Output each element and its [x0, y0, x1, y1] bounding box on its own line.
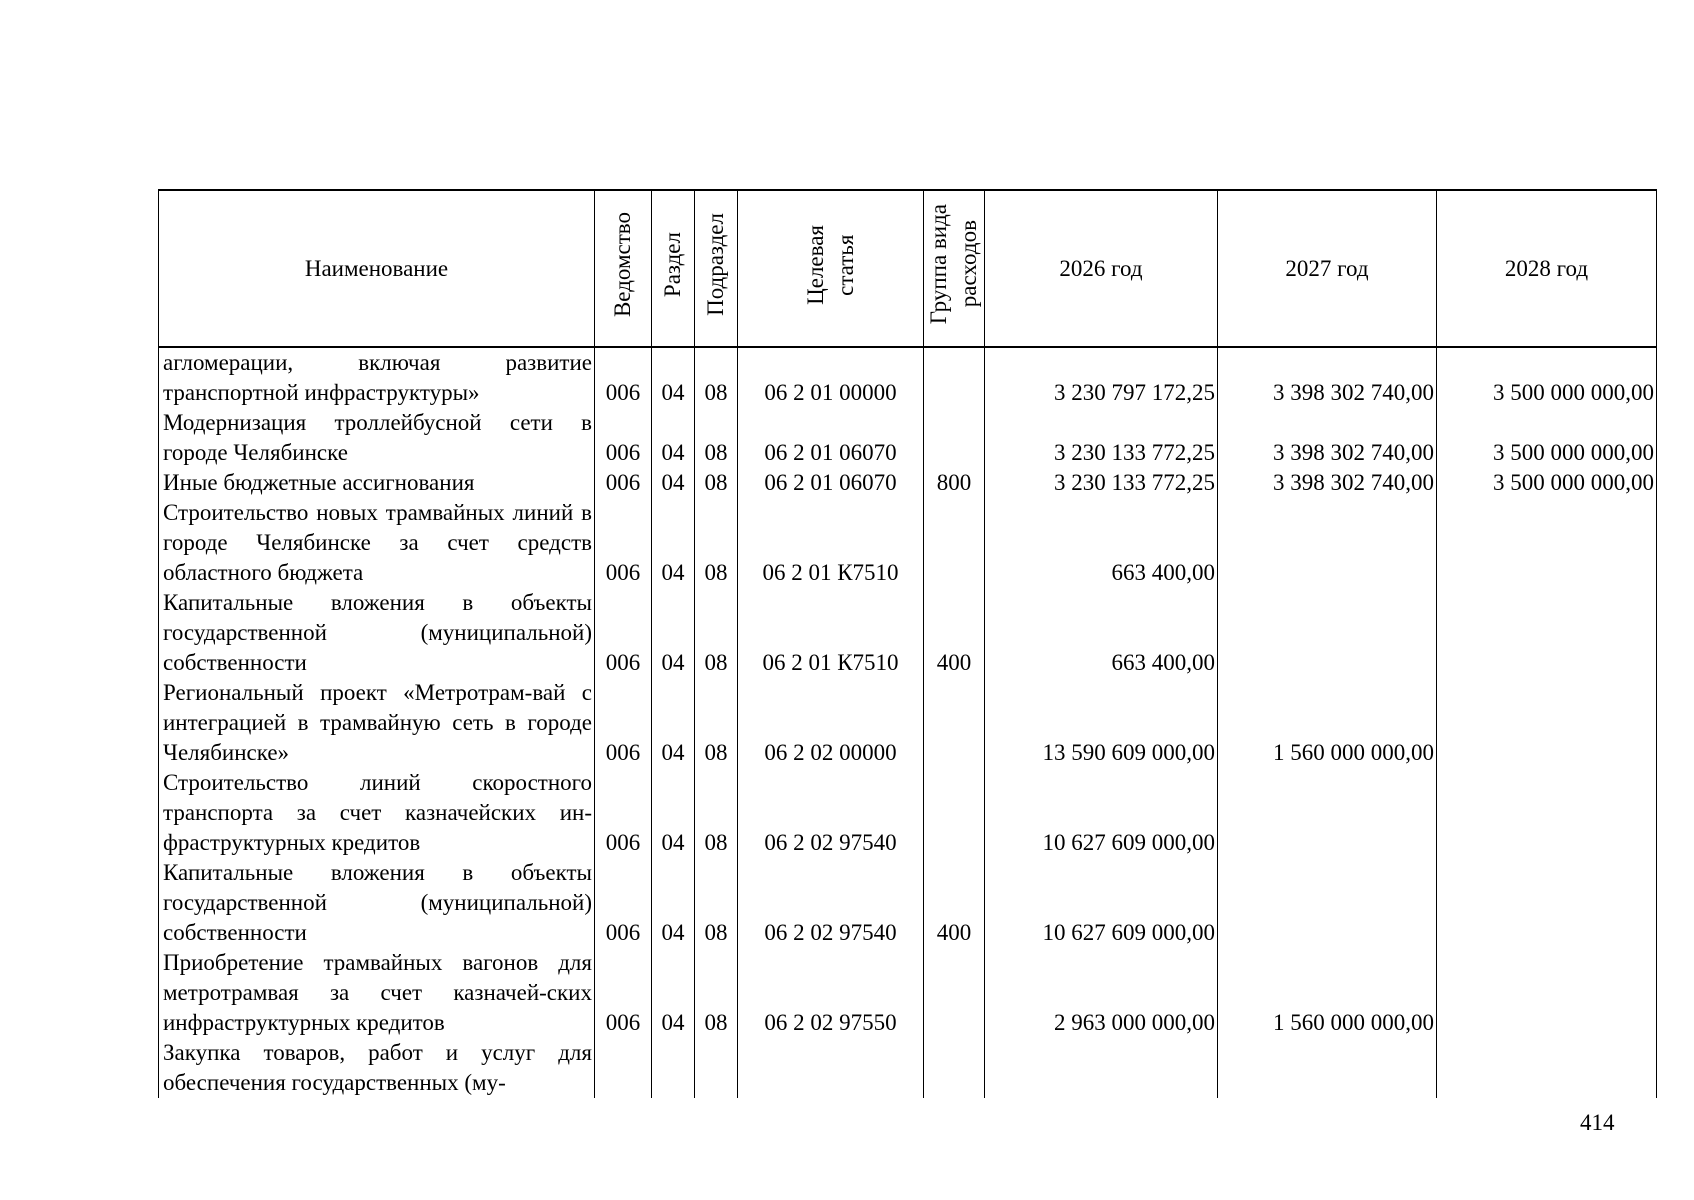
row-name: агломерации, включая развитие транспортной инфраструктуры»	[159, 347, 595, 408]
row-2026: 10 627 609 000,00	[985, 768, 1218, 858]
row-section: 04	[652, 588, 695, 678]
row-expense-group: 400	[924, 858, 985, 948]
row-2028	[1437, 768, 1657, 858]
row-2027	[1218, 588, 1437, 678]
row-2027: 3 398 302 740,00	[1218, 468, 1437, 498]
row-2026: 663 400,00	[985, 588, 1218, 678]
row-2026: 2 963 000 000,00	[985, 948, 1218, 1038]
row-expense-group: 400	[924, 588, 985, 678]
table-row	[159, 347, 1657, 408]
row-expense-group	[924, 948, 985, 1038]
row-subsection: 08	[695, 678, 738, 768]
row-name: Капитальные вложения в объекты государственной (муниципальной) собственности	[159, 858, 595, 948]
table-row	[159, 678, 1657, 768]
row-subsection: 08	[695, 768, 738, 858]
row-target-article: 06 2 01 06070	[738, 468, 924, 498]
row-subsection	[695, 1038, 738, 1098]
table-row	[159, 468, 1657, 498]
header-2027: 2027 год	[1218, 190, 1437, 347]
row-2026: 3 230 133 772,25	[985, 408, 1218, 468]
row-target-article: 06 2 02 97550	[738, 948, 924, 1038]
header-expense-group: Группа вида расходов	[924, 190, 985, 347]
row-subsection: 08	[695, 408, 738, 468]
row-2028	[1437, 858, 1657, 948]
row-department: 006	[595, 347, 652, 408]
header-2026: 2026 год	[985, 190, 1218, 347]
row-2028	[1437, 588, 1657, 678]
row-2027	[1218, 498, 1437, 588]
row-name: Капитальные вложения в объекты государственной (муниципальной) собственности	[159, 588, 595, 678]
table-row	[159, 498, 1657, 588]
row-2028	[1437, 1038, 1657, 1098]
row-section: 04	[652, 347, 695, 408]
row-2028	[1437, 678, 1657, 768]
row-department: 006	[595, 408, 652, 468]
row-department: 006	[595, 498, 652, 588]
table-row	[159, 948, 1657, 1038]
row-2027: 3 398 302 740,00	[1218, 408, 1437, 468]
row-subsection: 08	[695, 588, 738, 678]
row-target-article: 06 2 01 К7510	[738, 498, 924, 588]
row-2027	[1218, 768, 1437, 858]
row-2028	[1437, 498, 1657, 588]
row-name: Строительство линий скоростного транспорта за счет казначейских ин-фраструктурных кредитов	[159, 768, 595, 858]
row-2028	[1437, 948, 1657, 1038]
row-subsection: 08	[695, 347, 738, 408]
row-2027: 1 560 000 000,00	[1218, 948, 1437, 1038]
budget-table	[158, 189, 1657, 1098]
row-target-article: 06 2 02 97540	[738, 858, 924, 948]
row-section	[652, 1038, 695, 1098]
row-expense-group	[924, 1038, 985, 1098]
row-subsection: 08	[695, 468, 738, 498]
row-expense-group	[924, 498, 985, 588]
row-department: 006	[595, 768, 652, 858]
row-target-article: 06 2 01 00000	[738, 347, 924, 408]
row-2026: 13 590 609 000,00	[985, 678, 1218, 768]
header-department: Ведомство	[595, 190, 652, 347]
row-department: 006	[595, 858, 652, 948]
row-2026: 3 230 133 772,25	[985, 468, 1218, 498]
row-2026: 10 627 609 000,00	[985, 858, 1218, 948]
row-target-article: 06 2 02 00000	[738, 678, 924, 768]
row-expense-group	[924, 678, 985, 768]
row-subsection: 08	[695, 948, 738, 1038]
row-name: Иные бюджетные ассигнования	[159, 468, 595, 498]
row-expense-group	[924, 768, 985, 858]
row-2026: 663 400,00	[985, 498, 1218, 588]
header-name: Наименование	[159, 190, 595, 347]
row-target-article: 06 2 01 06070	[738, 408, 924, 468]
row-section: 04	[652, 858, 695, 948]
header-row	[159, 190, 1657, 347]
row-2028: 3 500 000 000,00	[1437, 347, 1657, 408]
row-2026	[985, 1038, 1218, 1098]
row-2027	[1218, 1038, 1437, 1098]
row-2027	[1218, 858, 1437, 948]
header-subsection: Подраздел	[695, 190, 738, 347]
row-section: 04	[652, 768, 695, 858]
row-2027: 3 398 302 740,00	[1218, 347, 1437, 408]
row-2028: 3 500 000 000,00	[1437, 408, 1657, 468]
table-row	[159, 768, 1657, 858]
row-name: Модернизация троллейбусной сети в городе Челябинске	[159, 408, 595, 468]
header-target-article: Целевая статья	[738, 190, 924, 347]
row-department: 006	[595, 948, 652, 1038]
header-section: Раздел	[652, 190, 695, 347]
row-section: 04	[652, 468, 695, 498]
row-name: Приобретение трамвайных вагонов для метротрамвая за счет казначей-ских инфраструктурных кредитов	[159, 948, 595, 1038]
row-2028: 3 500 000 000,00	[1437, 468, 1657, 498]
row-subsection: 08	[695, 498, 738, 588]
row-subsection: 08	[695, 858, 738, 948]
table-row	[159, 408, 1657, 468]
row-section: 04	[652, 948, 695, 1038]
row-name: Строительство новых трамвайных линий в городе Челябинске за счет средств областного бюджета	[159, 498, 595, 588]
row-section: 04	[652, 678, 695, 768]
row-expense-group	[924, 408, 985, 468]
row-target-article	[738, 1038, 924, 1098]
table-row	[159, 858, 1657, 948]
page-number: 414	[1580, 1110, 1615, 1135]
row-name: Закупка товаров, работ и услуг для обеспечения государственных (му-	[159, 1038, 595, 1098]
row-department	[595, 1038, 652, 1098]
row-2027: 1 560 000 000,00	[1218, 678, 1437, 768]
row-department: 006	[595, 678, 652, 768]
row-target-article: 06 2 02 97540	[738, 768, 924, 858]
row-section: 04	[652, 408, 695, 468]
row-department: 006	[595, 588, 652, 678]
row-name: Региональный проект «Метротрам-вай с интеграцией в трамвайную сеть в городе Челябинске»	[159, 678, 595, 768]
row-expense-group: 800	[924, 468, 985, 498]
row-target-article: 06 2 01 К7510	[738, 588, 924, 678]
row-expense-group	[924, 347, 985, 408]
row-section: 04	[652, 498, 695, 588]
table-row	[159, 588, 1657, 678]
header-2028: 2028 год	[1437, 190, 1657, 347]
table-row	[159, 1038, 1657, 1098]
row-2026: 3 230 797 172,25	[985, 347, 1218, 408]
row-department: 006	[595, 468, 652, 498]
